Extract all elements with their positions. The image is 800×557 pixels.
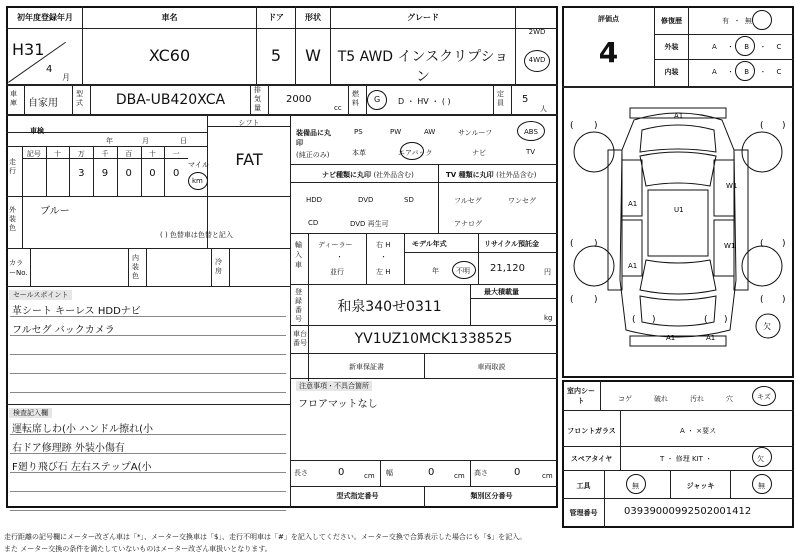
color-change-note: ( ) 色替車は色替と記入 [160,231,233,239]
car-body-outline [620,113,736,337]
footer-note-2: また メーター交換の条件を満たしていないものはメーター改ざん車扱いとなります。 [4,545,272,553]
bracket-11: ) [594,295,598,305]
equipment-option: 本革 [352,149,366,157]
new-car-warranty: 新車保証書 [349,363,384,371]
capacity-label: 定員 [497,90,504,107]
exterior-color-label: 外装色 [9,206,16,232]
mileage-digit: 9 [101,168,109,179]
car-rear-glass [640,260,716,294]
body-shape: W [305,46,321,65]
rh-dot: ・ [380,253,387,261]
shaken-year: 年 [106,137,113,145]
plate-label: 登録番号 [295,288,302,323]
mileage-digit: 3 [78,168,85,179]
fuel-gasoline: G [374,95,381,104]
use-value: 自家用 [28,98,58,109]
mark-a1-rear: A1 [666,334,676,342]
max-load-label: 最大積載量 [484,288,519,296]
tv-fullseg: フルセグ [454,197,482,205]
grade-label: グレード [407,13,439,22]
bracket-12: ) [782,295,786,305]
bracket-7: ) [782,121,786,131]
equipment-option: PW [390,128,402,136]
bracket-2: ( [570,239,574,249]
tv-analog: アナログ [454,220,482,228]
bracket-14: ) [652,315,656,325]
bracket-5: ( [760,121,764,131]
mileage-label: 走行 [9,158,16,175]
tools-label: 工具 [576,482,591,490]
equipment-option: PS [354,128,363,136]
plate-number: 和泉340せ0311 [337,299,442,315]
model-year-unit: 年 [432,267,439,275]
interior-circle [735,61,755,81]
interior-options: A ・ B ・ C [712,68,782,76]
management-label: 管理番号 [569,509,598,517]
mark-a1-rear-left: A1 [628,262,638,270]
shaken-month: 月 [142,137,149,145]
mark-w1-right: W1 [724,242,736,250]
recycle-label: リサイクル預託金 [484,240,540,248]
seat-burn: コゲ [618,395,632,403]
car-roof [648,190,708,256]
equipment-option: TV [526,148,536,156]
exterior-label: 外装 [664,43,679,51]
interior-color-label: 内装色 [132,254,139,280]
car-windshield [640,152,716,186]
first-reg-label: 初年度登録年月 [17,13,73,22]
width-label: 幅 [386,469,393,477]
mark-w1-front: W1 [726,182,738,190]
mile-label: マイル [188,161,209,169]
import-parallel: 並行 [330,268,344,276]
max-load-unit: kg [544,314,553,322]
repair-label: 修復歴 [661,17,682,25]
mileage-col-header: 千 [101,150,109,158]
spare-tire-value: T ・ 修理 KIT ・ [660,455,713,463]
inspection-note-line: 右ドア修理跡 外装小傷有 [12,443,125,454]
notes-value: フロアマットなし [298,399,378,410]
equipment-option: ナビ [472,149,486,157]
selling-point-line: 革シート キーレス HDDナビ [12,306,141,317]
cooler-label: 冷房 [215,258,222,275]
jack-label: ジャッキ [686,482,715,490]
equipment-sub: (純正のみ) [296,151,330,159]
shape-label: 形状 [305,13,321,22]
shift-value: FAT [235,150,263,169]
import-dot: ・ [336,253,343,261]
seat-dirt: 汚れ [690,395,704,403]
equipment-option: AW [424,128,436,136]
mileage-col-header: 記号 [26,150,41,158]
model-year-label: モデル年式 [412,240,447,248]
model-code: DBA-UB420XCA [115,92,226,108]
seat-tear: 破れ [654,395,668,403]
reg-month-unit: 月 [62,73,70,82]
mileage-col-header: 百 [125,150,133,158]
mark-a1-front: A1 [674,112,684,120]
mileage-col-header: 十 [54,150,62,158]
spare-tire-selected: 欠 [757,455,764,463]
mileage-col-header: 万 [77,150,85,158]
shaken-day: 日 [180,137,187,145]
bracket-8: ) [782,239,786,249]
capacity: 5 [522,94,529,105]
import-label: 輸入車 [295,241,302,269]
equipment-option: エアバック [398,149,433,157]
fuel-options: D ・ HV ・ ( ) [398,97,451,106]
cc-unit: cc [334,104,342,112]
mileage-digit: 0 [125,168,132,179]
color-no-label: カラーNo. [9,259,28,277]
model-label: 型式 [76,90,83,107]
management-number: 03939000992502001412 [624,506,752,517]
class-number-label: 類別区分番号 [470,492,513,500]
car-hood [640,125,716,152]
bracket-16: ) [724,315,728,325]
car-damage-diagram [564,90,792,376]
spare-tire-label: スペアタイヤ [570,455,613,463]
selling-points-label: セールスポイント [9,290,72,300]
exterior-circle [735,36,755,56]
km-label: km [192,177,203,185]
fuel-label: 燃料 [352,90,359,107]
bracket-6: ( [760,239,764,249]
mileage-col-header: 一 [172,150,180,158]
chassis-label: 車台番号 [293,330,307,347]
door-count: 5 [270,46,282,65]
garage-label: 車庫 [10,90,17,107]
width-value: 0 [428,467,435,478]
bracket-3: ) [594,121,598,131]
equipment-option: サンルーフ [458,129,493,137]
navi-sd: SD [404,196,414,204]
length-label: 長さ [294,469,308,477]
car-name-label: 車名 [161,13,178,22]
door-label: ドア [268,13,284,22]
repair-circle [752,10,772,30]
reg-month: 4 [46,64,53,75]
navi-hdd: HDD [306,196,323,204]
exterior-color: ブルー [40,206,70,217]
model-year-unknown: 不明 [456,267,470,275]
import-rh: 右 H [376,241,391,249]
length-value: 0 [338,467,345,478]
mileage-digit: 0 [149,168,156,179]
airbag-circle [400,142,424,160]
bracket-10: ( [760,295,764,305]
notes-label: 注意事項・不具合箇所 [296,381,372,391]
tv-oneseg: ワンセグ [508,197,536,205]
jack-value: 無 [758,482,765,490]
displacement: 2000 [286,94,312,105]
car-name: XC60 [148,46,191,65]
inspection-note-line: F廻り飛び石 左右ステップA(小 [12,462,152,473]
inspection-notes-label: 検査記入欄 [9,408,52,418]
score-label: 評価点 [598,15,619,23]
mark-u1-roof: U1 [674,206,684,214]
shift-label: シフト [238,119,260,127]
equipment-label: 装備品に丸印 [296,129,331,147]
seat-hole: 穴 [726,395,733,403]
height-label: 高さ [474,469,488,477]
mark-a1-left: A1 [628,200,638,208]
evaluation-score: 4 [598,36,619,69]
interior-seat-label: 室内シート [567,387,595,405]
height-unit: cm [542,472,553,480]
equipment-option: ABS [524,128,538,136]
navi-dvd-play: DVD 再生可 [350,220,389,228]
height-value: 0 [514,467,521,478]
inspection-note-line: 運転席しわ(小 ハンドル擦れ(小 [12,424,153,435]
shaken-label: 車検 [30,127,44,135]
mileage-digit: 0 [172,168,180,179]
bracket-4: ) [594,239,598,249]
bracket-15: ( [704,315,708,325]
chassis-number: YV1UZ10MCK1338525 [354,331,513,347]
tv-label: TV 種類に丸印 (社外品含む) [446,171,537,179]
abs-circle [517,121,545,141]
seat-scratch: キズ [757,393,771,401]
mileage-col-header: 十 [148,150,156,158]
repair-options: 有 ・ 無 [722,17,752,25]
length-unit: cm [364,472,375,480]
import-dealer: ディーラー [318,241,353,249]
displacement-label: 排気量 [254,86,261,112]
navi-dvd: DVD [358,196,374,204]
grade: T5 AWD インスクリプション [337,49,509,85]
footer-note-1: 走行距離の記号欄にメーター改ざん車は「*」、メーター交換車は「$」、走行不明車は「#」を記入してください。メーター交換で合算表示した場合にも「$」を記入。 [4,533,527,541]
recycle-yen: 円 [544,268,551,276]
bracket-1: ( [570,121,574,131]
reg-year: H31 [12,40,45,59]
recycle-value: 21,120 [490,263,525,274]
type-cert-label: 型式指定番号 [336,492,379,500]
mark-missing: 欠 [763,322,771,331]
mark-a1-step: A1 [706,334,716,342]
exterior-options: A ・ B ・ C [712,43,782,51]
interior-label: 内装 [664,68,679,76]
owner-manual: 車両取説 [477,363,506,371]
width-unit: cm [454,472,465,480]
navi-label: ナビ種類に丸印 (社外品含む) [322,171,414,179]
selling-point-line: フルセグ バックカメラ [12,325,115,336]
tools-value: 無 [632,482,639,490]
import-lh: 左 H [376,268,391,276]
capacity-unit: 人 [540,105,547,113]
windshield-label: フロントガラス [567,427,616,435]
bracket-13: ( [632,315,636,325]
bracket-9: ( [570,295,574,305]
drive-4wd: 4WD [528,56,546,64]
navi-cd: CD [308,219,319,227]
drive-2wd: 2WD [528,28,546,36]
windshield-value: A ・ ×要ス [680,427,717,435]
